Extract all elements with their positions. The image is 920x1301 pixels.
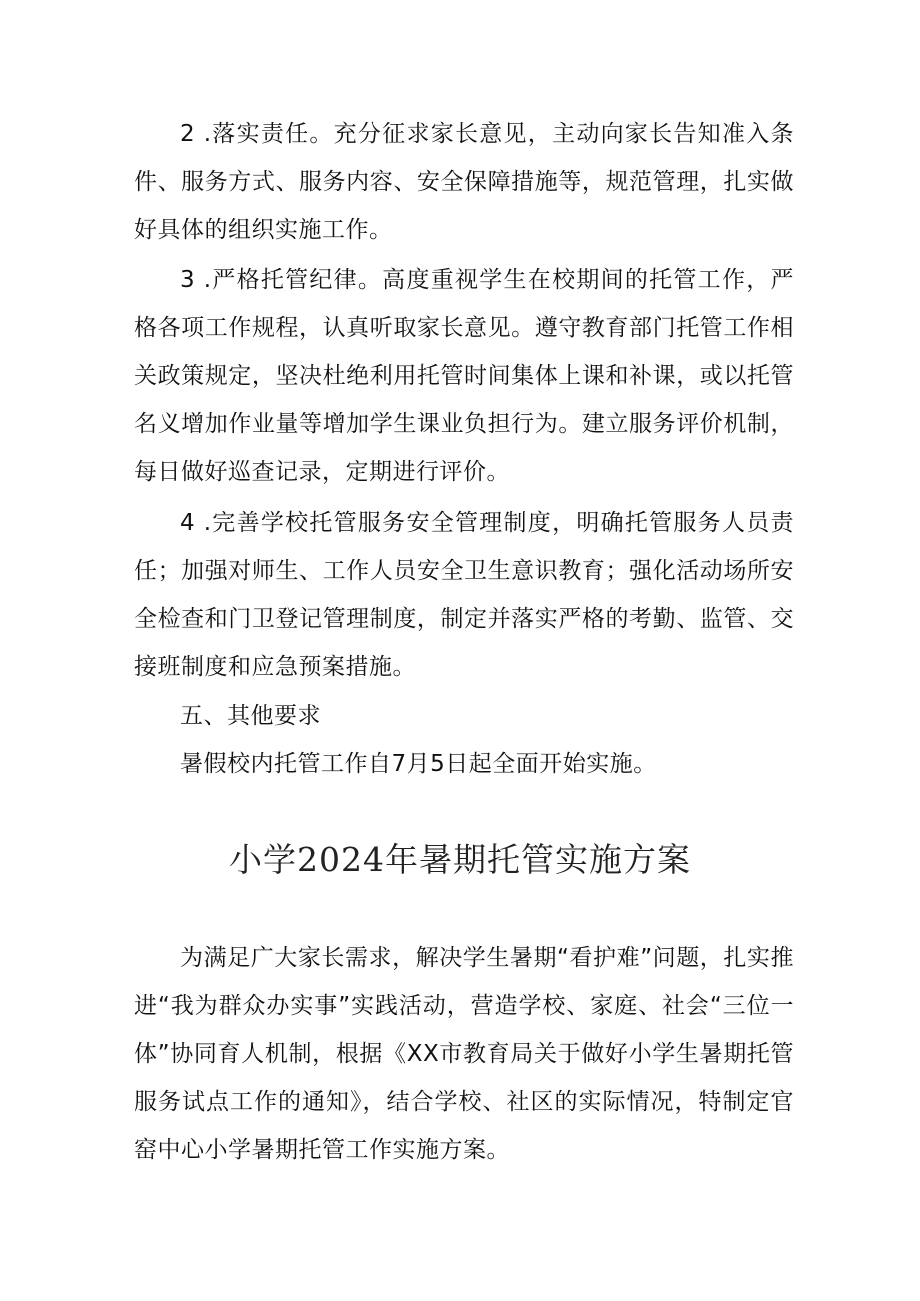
paragraph-item-3: 3 .严格托管纪律。高度重视学生在校期间的托管工作，严格各项工作规程，认真听取家长意见。遵守教育部门托管工作相关政策规定，坚决杜绝利用托管时间集体上课和补课，或以托管名义增加作业量等增加学生课业负担行为。建立服务评价机制，每日做好巡查记录，定期进行评价。 [134, 267, 794, 485]
section-five-text: 暑假校内托管工作自7月5日起全面开始实施。 [180, 751, 657, 777]
intro-paragraph: 为满足广大家长需求，解决学生暑期“看护难”问题，扎实推进“我为群众办实事”实践活动，营造学校、家庭、社会“三位一体”协同育人机制，根据《XX市教育局关于做好小学生暑期托管服务试点工作的通知》，结合学校、社区的实际情况，特制定官窑中心小学暑期托管工作实施方案。 [134, 945, 794, 1163]
document-title: 小学2024年暑期托管实施方案 [229, 840, 691, 879]
paragraph-item-4: 4 .完善学校托管服务安全管理制度，明确托管服务人员责任；加强对师生、工作人员安全卫生意识教育；强化活动场所安全检查和门卫登记管理制度，制定并落实严格的考勤、监管、交接班制度和应急预案措施。 [134, 510, 794, 680]
paragraph-item-2: 2 .落实责任。充分征求家长意见，主动向家长告知准入条件、服务方式、服务内容、安全保障措施等，规范管理，扎实做好具体的组织实施工作。 [134, 121, 794, 243]
section-five-heading: 五、其他要求 [180, 703, 321, 729]
